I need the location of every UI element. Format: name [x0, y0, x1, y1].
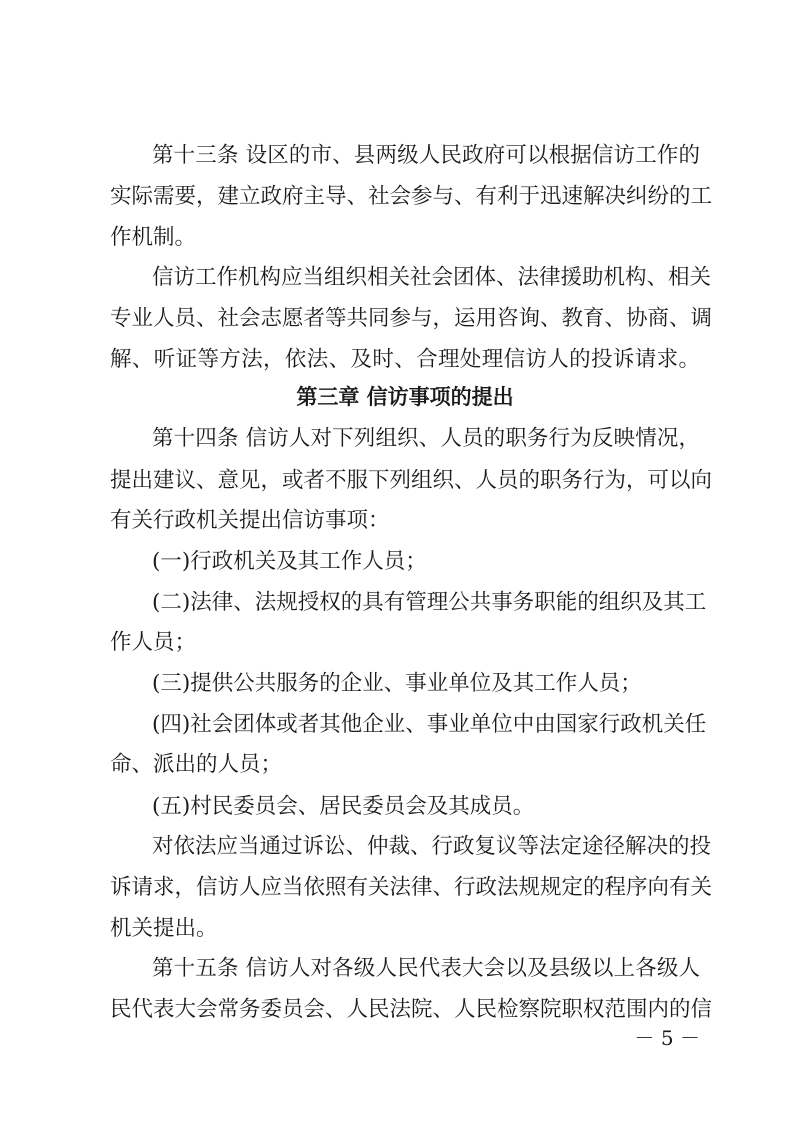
article-14-line-3: 有关行政机关提出信访事项： — [110, 508, 390, 533]
article-13-line-1: 第十三条 设区的市、县两级人民政府可以根据信访工作的 — [152, 143, 700, 168]
page-number: － 5 － — [634, 1026, 700, 1050]
list-item-4-line-2: 命、派出的人员； — [110, 752, 283, 777]
list-item-2-line-1: (二)法律、法规授权的具有管理公共事务职能的组织及其工 — [152, 590, 707, 615]
article-13-line-3: 作机制。 — [110, 225, 197, 250]
chapter-3-heading: 第三章 信访事项的提出 — [296, 385, 514, 409]
article-15-line-1: 第十五条 信访人对各级人民代表大会以及县级以上各级人 — [152, 956, 700, 981]
article-13-para-2-line-3: 解、听证等方法，依法、及时、合理处理信访人的投诉请求。 — [110, 347, 700, 372]
article-13-line-2: 实际需要，建立政府主导、社会参与、有利于迅速解决纠纷的工 — [110, 184, 713, 209]
list-item-3: (三)提供公共服务的企业、事业单位及其工作人员； — [152, 671, 642, 696]
list-item-5: (五)村民委员会、居民委员会及其成员。 — [152, 794, 535, 819]
article-14-line-2: 提出建议、意见，或者不服下列组织、人员的职务行为，可以向 — [110, 468, 713, 493]
article-14-para-2-line-1: 对依法应当通过诉讼、仲裁、行政复议等法定途径解决的投 — [152, 834, 712, 859]
article-13-para-2-line-1: 信访工作机构应当组织相关社会团体、法律援助机构、相关 — [152, 265, 712, 290]
article-14-line-1: 第十四条 信访人对下列组织、人员的职务行为反映情况， — [152, 426, 700, 451]
list-item-1: (一)行政机关及其工作人员； — [152, 549, 427, 574]
article-14-para-2-line-3: 机关提出。 — [110, 916, 218, 941]
list-item-4-line-1: (四)社会团体或者其他企业、事业单位中由国家行政机关任 — [152, 712, 707, 737]
list-item-2-line-2: 作人员； — [110, 630, 197, 655]
article-14-para-2-line-2: 诉请求，信访人应当依照有关法律、行政法规规定的程序向有关 — [110, 875, 713, 900]
article-13-para-2-line-2: 专业人员、社会志愿者等共同参与，运用咨询、教育、协商、调 — [110, 306, 713, 331]
article-15-line-2: 民代表大会常务委员会、人民法院、人民检察院职权范围内的信 — [110, 997, 713, 1022]
